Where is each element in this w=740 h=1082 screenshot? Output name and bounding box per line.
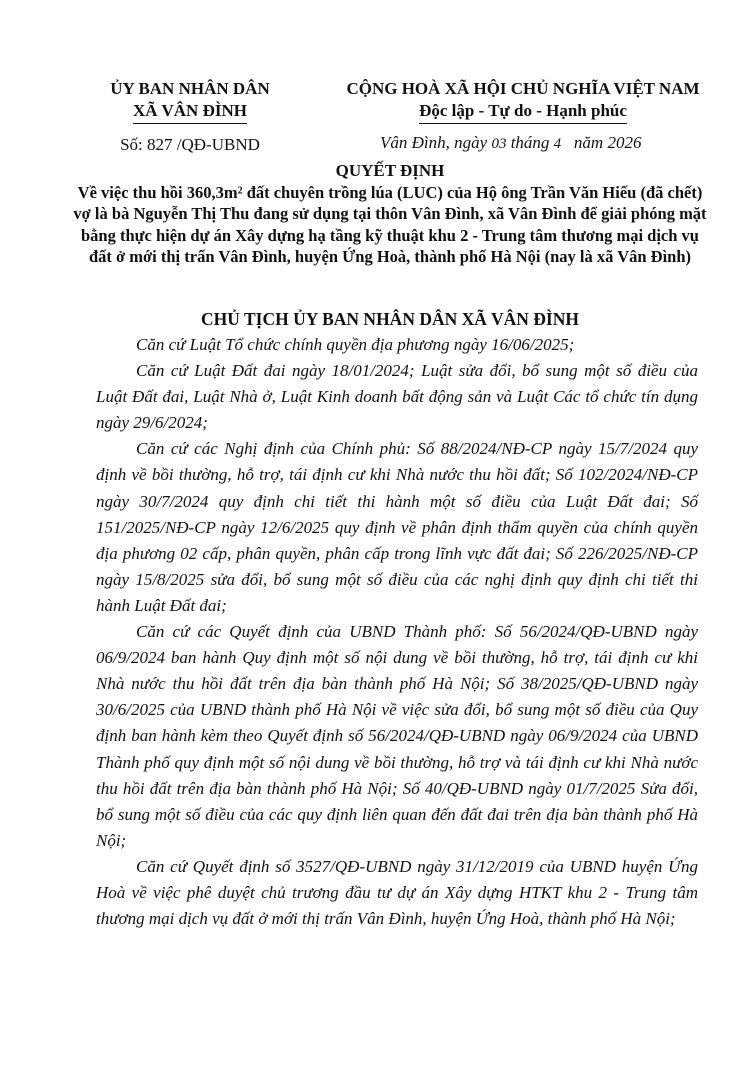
decision-subject: Về việc thu hồi 360,3m² đất chuyên trồng lúa (LUC) của Hộ ông Trần Văn Hiếu (đã chết) vợ là bà Nguyễn Thị Thu đang sử dụng tại thôn Vân Đình, xã Vân Đình để giải phóng mặt bằng thực hiện dự án Xây dựng hạ tầng kỹ thuật khu 2 - Trung tâm thương mại dịch vụ đất ở mới thị trấn Vân Đình, huyện Ứng Hoà, thành phố Hà Nội (nay là xã Vân Đình) xyxy=(73,182,707,266)
date-prefix: Vân Đình, ngày xyxy=(380,133,492,152)
paragraph: Căn cứ Luật Tổ chức chính quyền địa phương ngày 16/06/2025; xyxy=(136,335,575,354)
paragraph: Căn cứ Luật Đất đai ngày 18/01/2024; Luật sửa đổi, bổ sung một số điều của Luật Đất đai, Luật Nhà ở, Luật Kinh doanh bất động sản và Luật Các tổ chức tín dụng ngày 29/6/2024; xyxy=(96,361,698,433)
national-title: CỘNG HOÀ XÃ HỘI CHỦ NGHĨA VIỆT NAM xyxy=(346,79,700,98)
issuer-title: CHỦ TỊCH ỦY BAN NHÂN DÂN XÃ VÂN ĐÌNH xyxy=(201,309,579,329)
document-body xyxy=(96,332,698,932)
decision-title-block xyxy=(68,160,712,268)
agency-name: ỦY BAN NHÂN DÂN xyxy=(110,79,270,98)
paragraph: Căn cứ các Quyết định của UBND Thành phố: Số 56/2024/QĐ-UBND ngày 06/9/2024 ban hành Quy định một số nội dung về bồi thường, hỗ trợ, tái định cư khi Nhà nước thu hồi đất trên địa bàn thành phố Hà Nội; Số 38/2025/QĐ-UBND ngày 30/6/2025 của UBND thành phố Hà Nội về việc sửa đổi, bổ sung một số điều của Quy định ban hành kèm theo Quyết định số 56/2024/QĐ-UBND ngày 06/9/2024 của UBND Thành phố quy định một số nội dung về bồi thường, hỗ trợ và tái định cư khi Nhà nước thu hồi đất trên địa bàn thành phố Hà Nội; Số 40/QĐ-UBND ngày 01/7/2025 Sửa đổi, bổ sung một số điều của các quy định liên quan đến đất đai trên địa bàn thành phố Hà Nội; xyxy=(96,622,698,850)
national-header xyxy=(336,78,710,124)
date-middle: tháng xyxy=(506,133,554,152)
document-date xyxy=(380,132,700,155)
date-day: 03 xyxy=(491,136,507,152)
national-motto: Độc lập - Tự do - Hạnh phúc xyxy=(419,100,627,124)
document-number: Số: 827 /QĐ-UBND xyxy=(120,135,260,154)
paragraph: Căn cứ Quyết định số 3527/QĐ-UBND ngày 31/12/2019 của UBND huyện Ứng Hoà về việc phê duyệt chủ trương đầu tư dự án Xây dựng HTKT khu 2 - Trung tâm thương mại dịch vụ đất ở mới thị trấn Vân Đình, huyện Ứng Hoà, thành phố Hà Nội; xyxy=(96,856,698,929)
paragraph: Căn cứ các Nghị định của Chính phủ: Số 88/2024/NĐ-CP ngày 15/7/2024 quy định về bồi thường, hỗ trợ, tái định cư khi Nhà nước thu hồi đất; Số 102/2024/NĐ-CP ngày 30/7/2024 quy định chi tiết thi hành một số điều của Luật Đất đai; Số 151/2025/NĐ-CP ngày 12/6/2025 quy định về phân định thẩm quyền của chính quyền địa phương 02 cấp, phân quyền, phân cấp trong lĩnh vực đất đai; Số 226/2025/NĐ-CP ngày 15/8/2025 sửa đổi, bổ sung một số điều của các nghị định quy định chi tiết thi hành Luật Đất đai; xyxy=(96,439,698,615)
date-month: 4 xyxy=(553,136,562,152)
date-suffix: năm 2026 xyxy=(561,133,642,152)
decision-title: QUYẾT ĐỊNH xyxy=(335,161,445,180)
agency-header xyxy=(100,78,280,124)
agency-commune: XÃ VÂN ĐÌNH xyxy=(133,100,247,124)
